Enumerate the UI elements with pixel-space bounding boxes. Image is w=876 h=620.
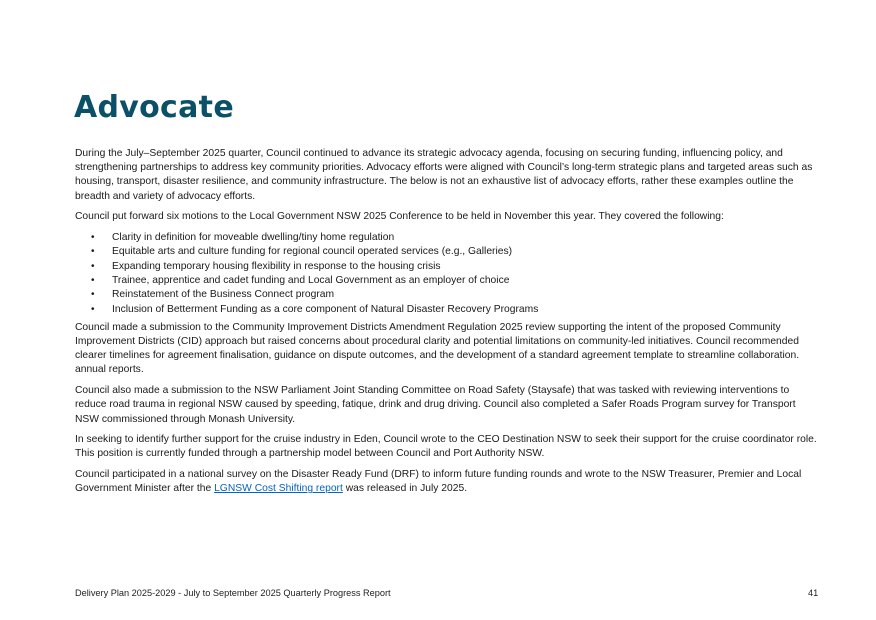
bullet-icon: • [91, 246, 95, 258]
list-item: • Clarity in definition for moveable dwelling/tiny home regulation [75, 231, 820, 245]
cruise-industry-paragraph: In seeking to identify further support for the cruise industry in Eden, Council wrote to the CEO Destination NSW to seek their support for the cruise coordinator role. This position is currently funded through a partnership model between Council and Port Authority NSW. [75, 434, 817, 460]
bullet-icon: • [91, 289, 95, 301]
list-item: • Equitable arts and culture funding for regional council operated services (e.g., Galleries) [75, 245, 820, 259]
drf-paragraph: Council participated in a national survey on the Disaster Ready Fund (DRF) to inform future funding rounds and wrote to the NSW Treasurer, Premier and Local Government Minister after the LGNSW Cost Shifting report was released in July 2025. [75, 469, 802, 495]
page-title: Advocate [74, 90, 234, 125]
cid-submission-paragraph: Council made a submission to the Community Improvement Districts Amendment Regulation 2025 review supporting the intent of the proposed Community Improvement Districts (CID) approach but raised concerns about procedural clarity and potential limitations on community-led initiatives. Council recommended clearer timelines for agreement finalisation, guidance on dispute outcomes, and the development of a standard agreement template to streamline collaboration. annual reports. [75, 321, 800, 376]
body-content [75, 147, 820, 503]
intro-paragraph: During the July–September 2025 quarter, Council continued to advance its strategic advocacy agenda, focusing on securing funding, influencing policy, and strengthening partnerships to address key community priorities. Advocacy efforts were aligned with Council’s long-term strategic plans and targeted areas such as housing, transport, disaster resilience, and community infrastructure. The below is not an exhaustive list of advocacy efforts, rather these examples outline the breadth and variety of advocacy efforts. [75, 148, 813, 202]
lgnsw-cost-shifting-report-link[interactable]: LGNSW Cost Shifting report [214, 483, 343, 495]
motions-intro-paragraph: Council put forward six motions to the Local Government NSW 2025 Conference to be held in November this year. They covered the following: [75, 211, 724, 223]
list-item: • Expanding temporary housing flexibility in response to the housing crisis [75, 260, 820, 274]
list-item: • Inclusion of Betterment Funding as a core component of Natural Disaster Recovery Programs [75, 303, 820, 317]
list-item: • Reinstatement of the Business Connect program [75, 288, 820, 302]
staysafe-submission-paragraph: Council also made a submission to the NSW Parliament Joint Standing Committee on Road Safety (Staysafe) that was tasked with reviewing interventions to reduce road trauma in regional NSW caused by speeding, fatique, drink and drug driving. Council also completed a Safer Roads Program survey for Transport NSW commissioned through Monash University. [75, 385, 796, 425]
footer-title: Delivery Plan 2025-2029 - July to September 2025 Quarterly Progress Report [75, 588, 391, 598]
bullet-icon: • [91, 274, 95, 286]
bullet-icon: • [91, 232, 95, 244]
list-item: • Trainee, apprentice and cadet funding and Local Government as an employer of choice [75, 274, 820, 288]
page-number: 41 [808, 588, 819, 598]
bullet-icon: • [91, 303, 95, 315]
bullet-icon: • [91, 260, 95, 272]
motions-list [75, 231, 820, 317]
